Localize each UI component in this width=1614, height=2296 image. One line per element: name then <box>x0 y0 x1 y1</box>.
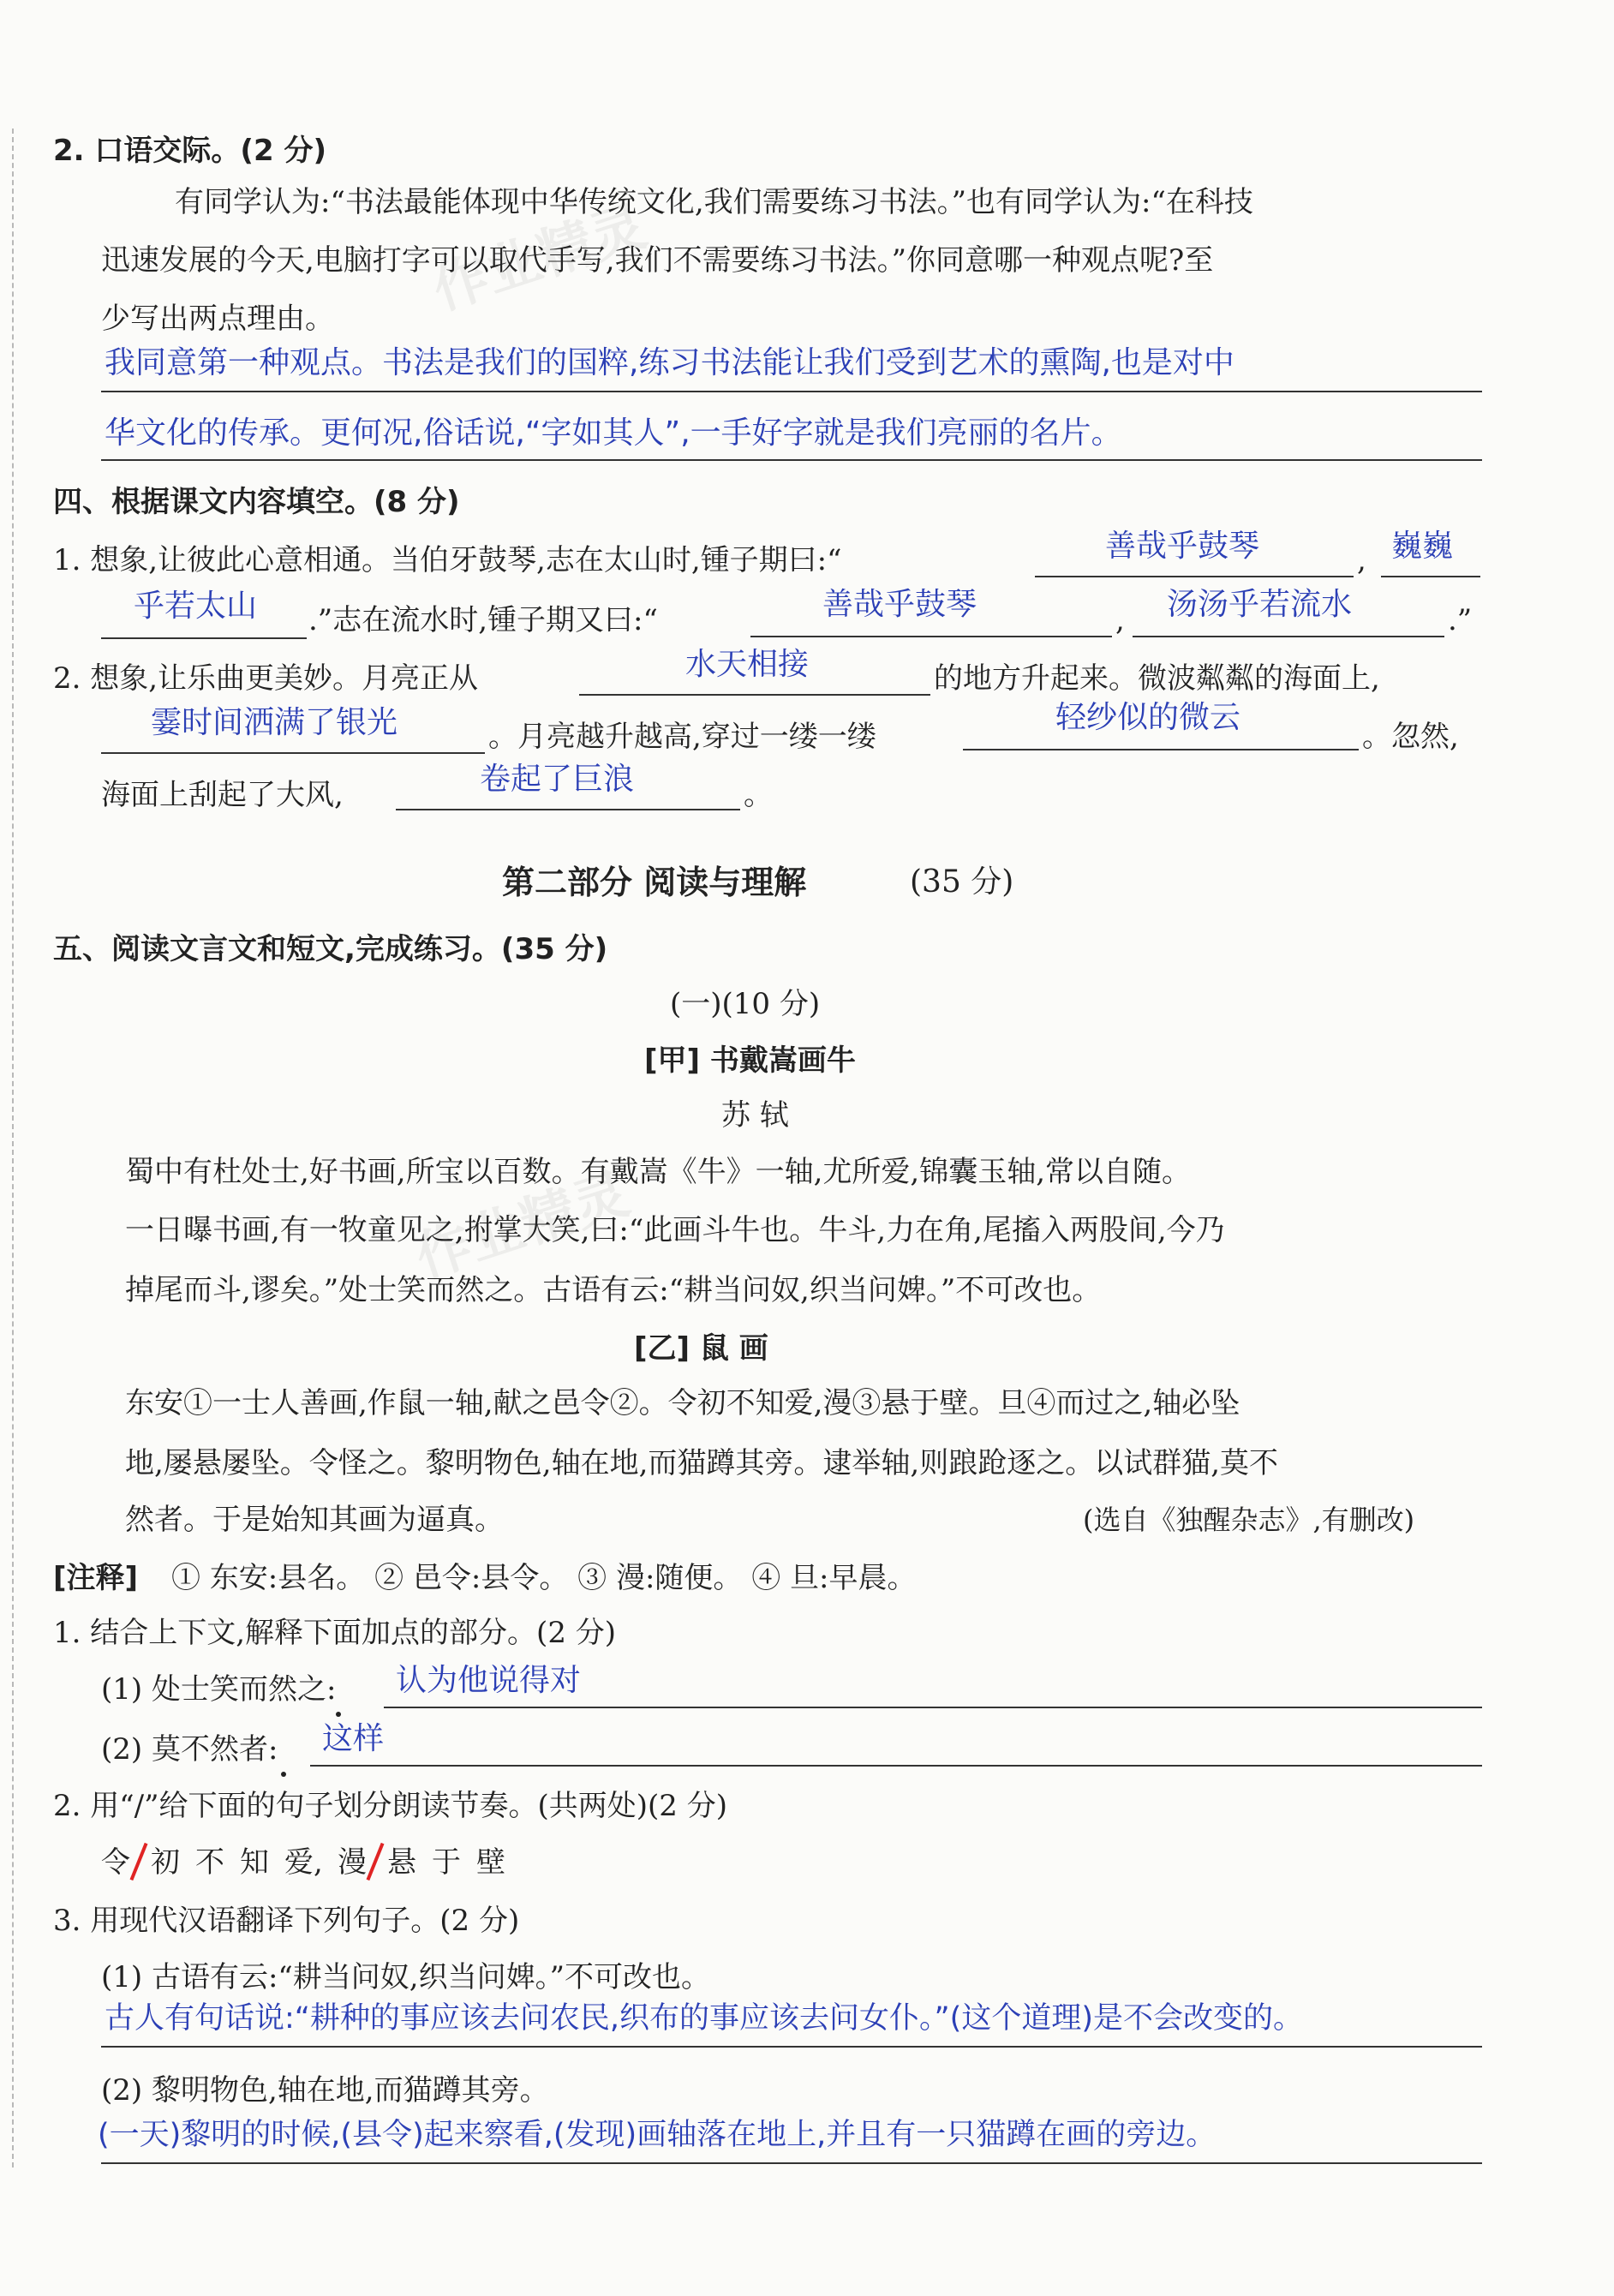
fill-blank <box>750 636 1112 637</box>
answer-line <box>310 1765 1482 1767</box>
question-1-title: 1. 结合上下文,解释下面加点的部分。(2 分) <box>53 1616 617 1650</box>
s4-line: 。忽然, <box>1362 720 1459 754</box>
q1-1-answer: 认为他说得对 <box>396 1663 582 1698</box>
fill-blank <box>963 749 1359 750</box>
q2-paragraph-line: 有同学认为:“书法最能体现中华传统文化,我们需要练习书法。”也有同学认为:“在科技 <box>175 185 1253 219</box>
fill-blank <box>101 752 485 754</box>
fill-blank <box>1035 576 1354 577</box>
section-5-title: 五、阅读文言文和短文,完成练习。(35 分) <box>53 932 608 966</box>
answer-line <box>101 2046 1482 2048</box>
q2-rhythm-char: 悬 <box>387 1845 416 1880</box>
answer-line <box>101 459 1482 461</box>
answer-line <box>384 1707 1482 1708</box>
fill-blank <box>1133 636 1444 637</box>
passage-yi-line: 地,屡悬屡坠。令怪之。黎明物色,轴在地,而猫蹲其旁。逮举轴,则踉跄逐之。以试群猫,莫不 <box>125 1446 1279 1480</box>
fill-answer: 卷起了巨浪 <box>480 762 635 797</box>
fill-blank <box>579 694 930 696</box>
q2-paragraph-line: 迅速发展的今天,电脑打字可以取代手写,我们不需要练习书法。”你同意哪一种观点呢?至 <box>101 243 1214 278</box>
fill-answer: 轻纱似的微云 <box>1055 700 1241 735</box>
question-2-title: 2. 用“/”给下面的句子划分朗读节奏。(共两处)(2 分) <box>53 1789 727 1823</box>
s4-line: .”志在流水时,锺子期又曰:“ <box>308 603 658 637</box>
fill-answer: 霎时间洒满了银光 <box>151 705 398 740</box>
fill-answer: 乎若太山 <box>134 589 258 624</box>
emphasis-dot <box>281 1772 286 1777</box>
watermark: 作业精灵 <box>408 1162 637 1291</box>
fill-answer: 巍巍 <box>1391 529 1454 564</box>
answer-line <box>101 2162 1482 2164</box>
s4-line: 1. 想象,让彼此心意相通。当伯牙鼓琴,志在太山时,锺子期曰:“ <box>53 543 842 577</box>
q2-title: 2. 口语交际。(2 分) <box>53 134 326 168</box>
s4-line: 2. 想象,让乐曲更美妙。月亮正从 <box>53 661 479 696</box>
q2-rhythm-char: 爱, <box>284 1845 323 1880</box>
question-1-1: (1) 处士笑而然之: <box>101 1672 337 1707</box>
passage-jia-line: 蜀中有杜处士,好书画,所宝以百数。有戴嵩《牛》一轴,尤所爱,锦囊玉轴,常以自随。 <box>125 1155 1192 1189</box>
q2-paragraph-line: 少写出两点理由。 <box>101 302 334 336</box>
fill-blank <box>1381 576 1480 577</box>
q2-rhythm-char: 知 <box>240 1845 269 1880</box>
watermark: 作业精灵 <box>425 194 655 323</box>
q2-rhythm-char: 不 <box>195 1845 224 1880</box>
answer-line <box>101 391 1482 392</box>
passage-yi-title: [乙] 鼠 画 <box>634 1331 768 1366</box>
q2-rhythm-char: 于 <box>432 1845 461 1880</box>
s4-punct: .” <box>1448 603 1473 637</box>
passage-author: 苏 轼 <box>721 1098 789 1133</box>
q2-handwritten-answer: 华文化的传承。更何况,俗话说,“字如其人”,一手好字就是我们亮丽的名片。 <box>105 416 1122 451</box>
s4-punct: , <box>1357 543 1366 577</box>
q1-2-answer: 这样 <box>322 1721 385 1756</box>
s4-punct: , <box>1115 603 1125 637</box>
section-4-title: 四、根据课文内容填空。(8 分) <box>53 485 460 519</box>
passage-source: (选自《独醒杂志》,有删改) <box>1083 1504 1415 1536</box>
question-1-2: (2) 莫不然者: <box>101 1732 278 1767</box>
q2-handwritten-answer: 我同意第一种观点。书法是我们的国粹,练习书法能让我们受到艺术的熏陶,也是对中 <box>105 345 1234 380</box>
fill-blank <box>101 637 307 639</box>
question-3-1: (1) 古语有云:“耕当问奴,织当问婢。”不可改也。 <box>101 1960 710 1994</box>
question-3-title: 3. 用现代汉语翻译下列句子。(2 分) <box>53 1904 520 1938</box>
s4-punct: 。 <box>744 778 773 812</box>
q3-2-answer: (一天)黎明的时候,(县令)起来察看,(发现)画轴落在地上,并且有一只猫蹲在画的旁边。 <box>98 2118 1216 2152</box>
passage-jia-title: [甲] 书戴嵩画牛 <box>644 1043 856 1078</box>
fill-answer: 汤汤乎若流水 <box>1167 587 1353 622</box>
question-3-2: (2) 黎明物色,轴在地,而猫蹲其旁。 <box>101 2073 549 2108</box>
part-2-title: 第二部分 阅读与理解 <box>502 863 807 901</box>
s4-line: 。月亮越升越高,穿过一缕一缕 <box>488 720 876 754</box>
emphasis-dot <box>336 1712 341 1717</box>
q2-rhythm-char: 漫 <box>338 1845 367 1880</box>
passage-yi-line: 东安①一士人善画,作鼠一轴,献之邑令②。令初不知爱,漫③悬于壁。旦④而过之,轴必坠 <box>125 1386 1240 1420</box>
rhythm-slash-mark <box>130 1843 148 1880</box>
part-2-score: (35 分) <box>910 864 1014 900</box>
s4-line: 的地方升起来。微波粼粼的海面上, <box>934 661 1380 696</box>
fill-answer: 善哉乎鼓琴 <box>1105 529 1260 564</box>
fill-answer: 水天相接 <box>685 647 810 682</box>
reading-1-subtitle: (一)(10 分) <box>670 987 821 1021</box>
notes-text: ① 东安:县名。 ② 邑令:县令。 ③ 漫:随便。 ④ 旦:早晨。 <box>171 1561 917 1595</box>
notes-label: [注释] <box>53 1561 139 1595</box>
q2-rhythm-char: 初 <box>151 1845 180 1880</box>
passage-yi-line: 然者。于是始知其画为逼真。 <box>125 1503 504 1537</box>
rhythm-slash-mark <box>367 1843 385 1880</box>
passage-jia-line: 掉尾而斗,谬矣。”处士笑而然之。古语有云:“耕当问奴,织当问婢。”不可改也。 <box>125 1273 1102 1307</box>
q2-rhythm-char: 壁 <box>476 1845 505 1880</box>
q2-rhythm-char: 令 <box>101 1845 130 1880</box>
binding-margin-line <box>12 129 14 2167</box>
s4-line: 海面上刮起了大风, <box>101 778 344 812</box>
passage-jia-line: 一日曝书画,有一牧童见之,拊掌大笑,曰:“此画斗牛也。牛斗,力在角,尾搐入两股间,今乃 <box>125 1213 1225 1247</box>
q3-1-answer: 古人有句话说:“耕种的事应该去问农民,织布的事应该去问女仆。”(这个道理)是不会改变的。 <box>105 2001 1303 2036</box>
fill-answer: 善哉乎鼓琴 <box>822 587 977 622</box>
fill-blank <box>396 809 740 810</box>
